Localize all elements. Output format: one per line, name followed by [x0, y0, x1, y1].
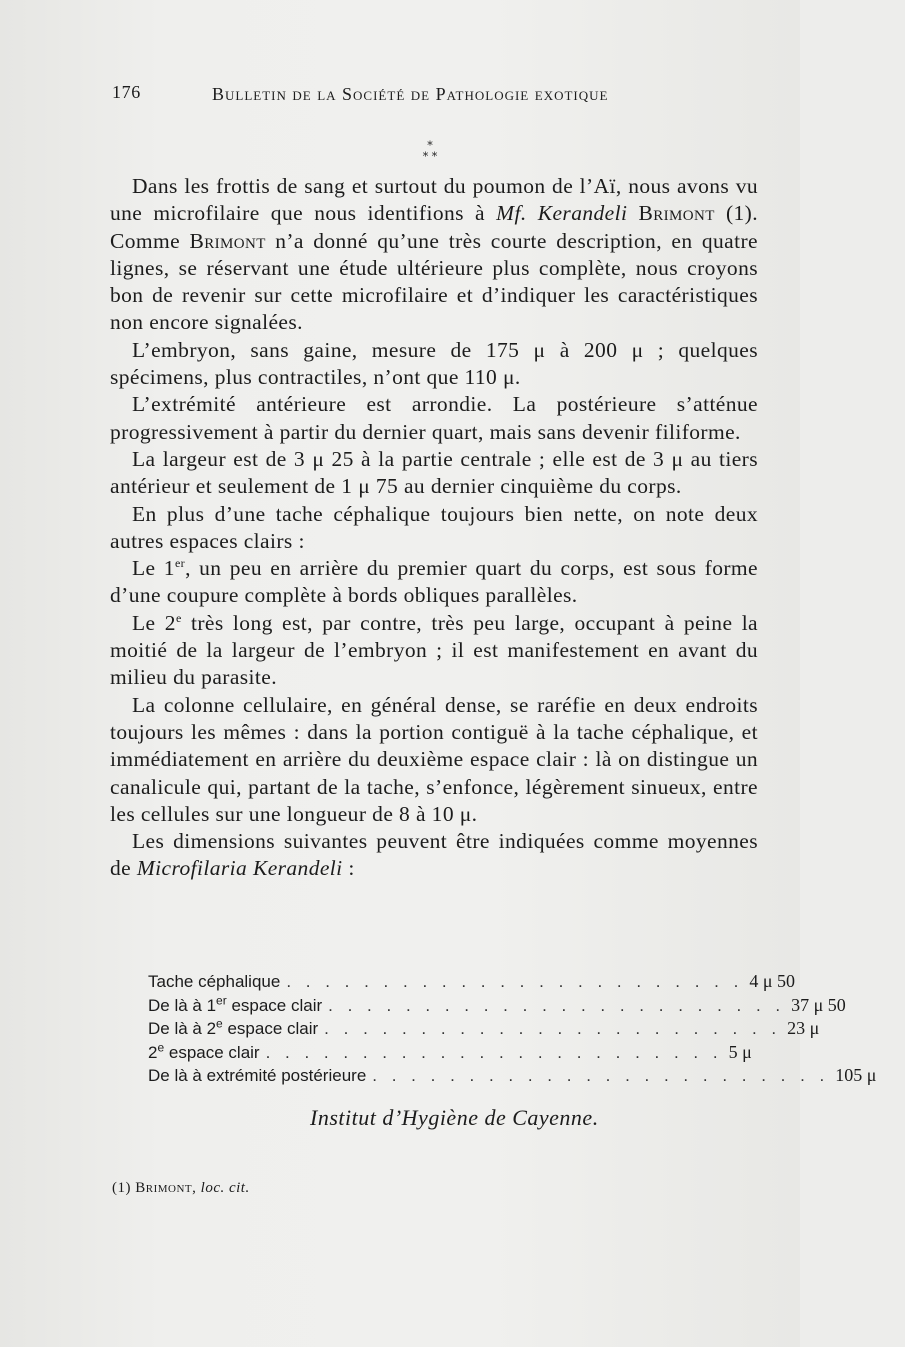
dimension-row: De là à 2e espace clair . . . . . . . . . . . . . . . . . . . . . . . . 23 μ: [148, 1016, 820, 1038]
paragraph-8: La colonne cellulaire, en général dense, se raréfie en deux endroits toujours les mêmes : dans la portion contiguë à la tache céphalique, et immédiatement en arrière du deuxième espace clair : là on distingue un canalicule qui, partant de la tache, s’enfonce, légèrement sinueux, entre les cellules sur une longueur de 8 à 10 μ.: [110, 692, 758, 826]
dimensions-table: [148, 970, 877, 1088]
species-name: Mf. Kerandeli: [496, 201, 628, 226]
asterism: [400, 140, 460, 162]
author-name: Brimont: [638, 201, 715, 226]
paragraph-1: Dans les frottis de sang et surtout du poumon de l’Aï, nous avons vu une microfilaire que nous identifions à Mf. Kerandeli Brimont (1). Comme Brimont n’a donné qu’une très courte description, en quatre lignes, se réservant une étude ultérieure plus complète, nous croyons bon de revenir sur cette microfilaire et d’indiquer les caractéristiques non encore signalées.: [110, 174, 758, 335]
institution-signature: Institut d’Hygiène de Cayenne.: [310, 1105, 599, 1130]
author-name: Brimont: [189, 228, 266, 253]
footnote: (1) Brimont, loc. cit.: [112, 1180, 250, 1196]
paragraph-4: La largeur est de 3 μ 25 à la partie centrale ; elle est de 3 μ au tiers antérieur et seulement de 1 μ 75 au dernier cinquième du corps.: [110, 446, 758, 499]
dimension-row: De là à extrémité postérieure . . . . . . . . . . . . . . . . . . . . . . . . 105 μ: [148, 1065, 877, 1085]
paragraph-5: En plus d’une tache céphalique toujours bien nette, on note deux autres espaces clairs :: [110, 501, 758, 553]
asterism-bottom: * *: [422, 150, 438, 163]
paragraph-2: L’embryon, sans gaine, mesure de 175 μ à 200 μ ; quelques spécimens, plus contractiles, n’ont que 110 μ.: [110, 337, 758, 390]
paragraph-9: Les dimensions suivantes peuvent être indiquées comme moyennes de Microfilaria Kerandeli :: [110, 829, 758, 881]
dimension-row: 2e espace clair . . . . . . . . . . . . . . . . . . . . . . . . 5 μ: [148, 1039, 752, 1062]
author-name: Brimont: [135, 1180, 193, 1196]
dimension-row: De là à 1er espace clair . . . . . . . . . . . . . . . . . . . . . . . . 37 μ 50: [148, 992, 846, 1015]
asterism-top: *: [427, 139, 433, 152]
paragraph-3: L’extrémité antérieure est arrondie. La postérieure s’atténue progressivement à partir du dernier quart, mais sans devenir filiforme.: [110, 392, 758, 444]
paragraph-6: Le 1er, un peu en arrière du premier quart du corps, est sous forme d’une coupure complète à bords obliques parallèles.: [110, 556, 758, 608]
article-body: [110, 173, 758, 883]
page-number: 176: [112, 82, 141, 102]
paragraph-7: Le 2e très long est, par contre, très peu large, occupant à peine la moitié de la largeur de l’embryon ; il est manifestement en avant du milieu du parasite.: [110, 610, 759, 690]
dimension-row: Tache céphalique . . . . . . . . . . . . . . . . . . . . . . . . 4 μ 50: [148, 971, 795, 991]
species-name: Microfilaria Kerandeli: [136, 856, 343, 881]
journal-title: Bulletin de la Société de Pathologie exotique: [212, 84, 609, 104]
